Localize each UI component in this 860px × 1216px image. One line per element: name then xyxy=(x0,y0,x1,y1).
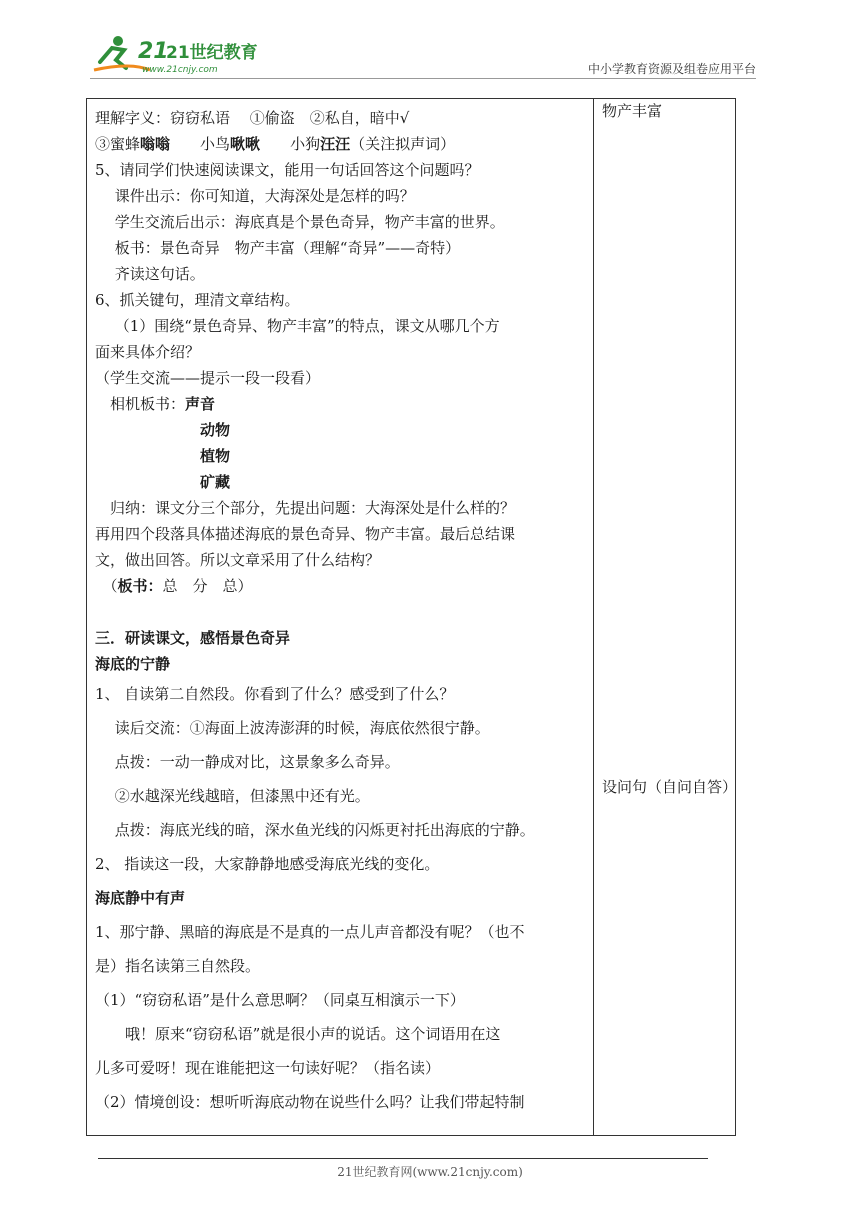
text-line: 板书：景色奇异 物产丰富（理解“奇异”——奇特） xyxy=(95,239,461,257)
footer-text: 21世纪教育网(www.21cnjy.com) xyxy=(337,1165,523,1179)
text-line: 哦！原来“窃窃私语”就是很小声的说话。这个词语用在这 xyxy=(95,1025,501,1043)
text-line: 面来具体介绍？ xyxy=(95,343,201,361)
logo-graphic xyxy=(90,32,270,78)
column-divider xyxy=(593,99,594,1135)
subsection-heading: 海底静中有声 xyxy=(95,889,186,907)
header-platform-text: 中小学教育资源及组卷应用平台 xyxy=(587,62,756,76)
text-line: 1、 自读第二自然段。你看到了什么？感受到了什么？ xyxy=(95,685,455,703)
section-heading: 三．研读课文，感悟景色奇异 xyxy=(95,629,291,647)
text-line: 读后交流：①海面上波涛澎湃的时候，海底依然很宁静。 xyxy=(95,719,490,737)
logo-url: www.21cnjy.com xyxy=(142,65,218,75)
text-line: 再用四个段落具体描述海底的景色奇异、物产丰富。最后总结课 xyxy=(95,525,516,543)
spacer xyxy=(95,599,591,625)
text-line: （1）“窃窃私语”是什么意思啊？（同桌互相演示一下） xyxy=(95,991,465,1009)
board-item: 动物 xyxy=(200,421,231,439)
text-line: ③蜜蜂嗡嗡 小鸟啾啾 小狗汪汪（关注拟声词） xyxy=(95,135,456,153)
text-line: 归纳：课文分三个部分，先提出问题：大海深处是什么样的？ xyxy=(95,499,516,517)
text-line: （1）围绕“景色奇异、物产丰富”的特点，课文从哪几个方 xyxy=(95,317,500,335)
text-line: （学生交流——提示一段一段看） xyxy=(95,369,321,387)
text-line: 是）指名读第三自然段。 xyxy=(95,957,261,975)
header-divider xyxy=(90,78,756,79)
text-line: 点拨：海底光线的暗，深水鱼光线的闪烁更衬托出海底的宁静。 xyxy=(95,821,535,839)
logo-text: 21世纪教育 xyxy=(166,43,258,63)
footer-divider xyxy=(98,1158,708,1159)
text-line: （板书：总 分 总） xyxy=(95,577,253,595)
page-header xyxy=(90,32,756,82)
subsection-heading: 海底的宁静 xyxy=(95,655,171,673)
text-line: 学生交流后出示：海底真是个景色奇异，物产丰富的世界。 xyxy=(95,213,505,231)
text-line: ②水越深光线越暗，但漆黑中还有光。 xyxy=(95,787,370,805)
text-line: 2、 指读这一段，大家静静地感受海底光线的变化。 xyxy=(95,855,440,873)
text-line: 相机板书：声音 xyxy=(95,395,216,413)
text-line: 1、那宁静、黑暗的海底是不是真的一点儿声音都没有呢？（也不 xyxy=(95,923,525,941)
board-item: 矿藏 xyxy=(200,473,231,491)
side-note: 物产丰富 xyxy=(602,102,663,120)
board-item: 植物 xyxy=(200,447,231,465)
text-line: 课件出示：你可知道，大海深处是怎样的吗？ xyxy=(95,187,415,205)
text-line: （2）情境创设：想听听海底动物在说些什么吗？让我们带起特制 xyxy=(95,1093,525,1111)
side-note: 设问句（自问自答） xyxy=(602,778,738,796)
lesson-content xyxy=(95,105,591,1119)
text-line: 5、请同学们快速阅读课文，能用一句话回答这个问题吗？ xyxy=(95,161,480,179)
logo xyxy=(90,32,270,78)
lesson-table xyxy=(86,98,736,1136)
text-line: 点拨：一动一静成对比，这景象多么奇异。 xyxy=(95,753,400,771)
text-line: 6、抓关键句，理清文章结构。 xyxy=(95,291,300,309)
text-line: 齐读这句话。 xyxy=(95,265,205,283)
text-line: 文，做出回答。所以文章采用了什么结构？ xyxy=(95,551,381,569)
text-line: 理解字义：窃窃私语 ①偷盗 ②私自，暗中√ xyxy=(95,109,410,127)
text-line: 儿多可爱呀！现在谁能把这一句读好呢？（指名读） xyxy=(95,1059,441,1077)
svg-text:21: 21 xyxy=(138,39,169,64)
